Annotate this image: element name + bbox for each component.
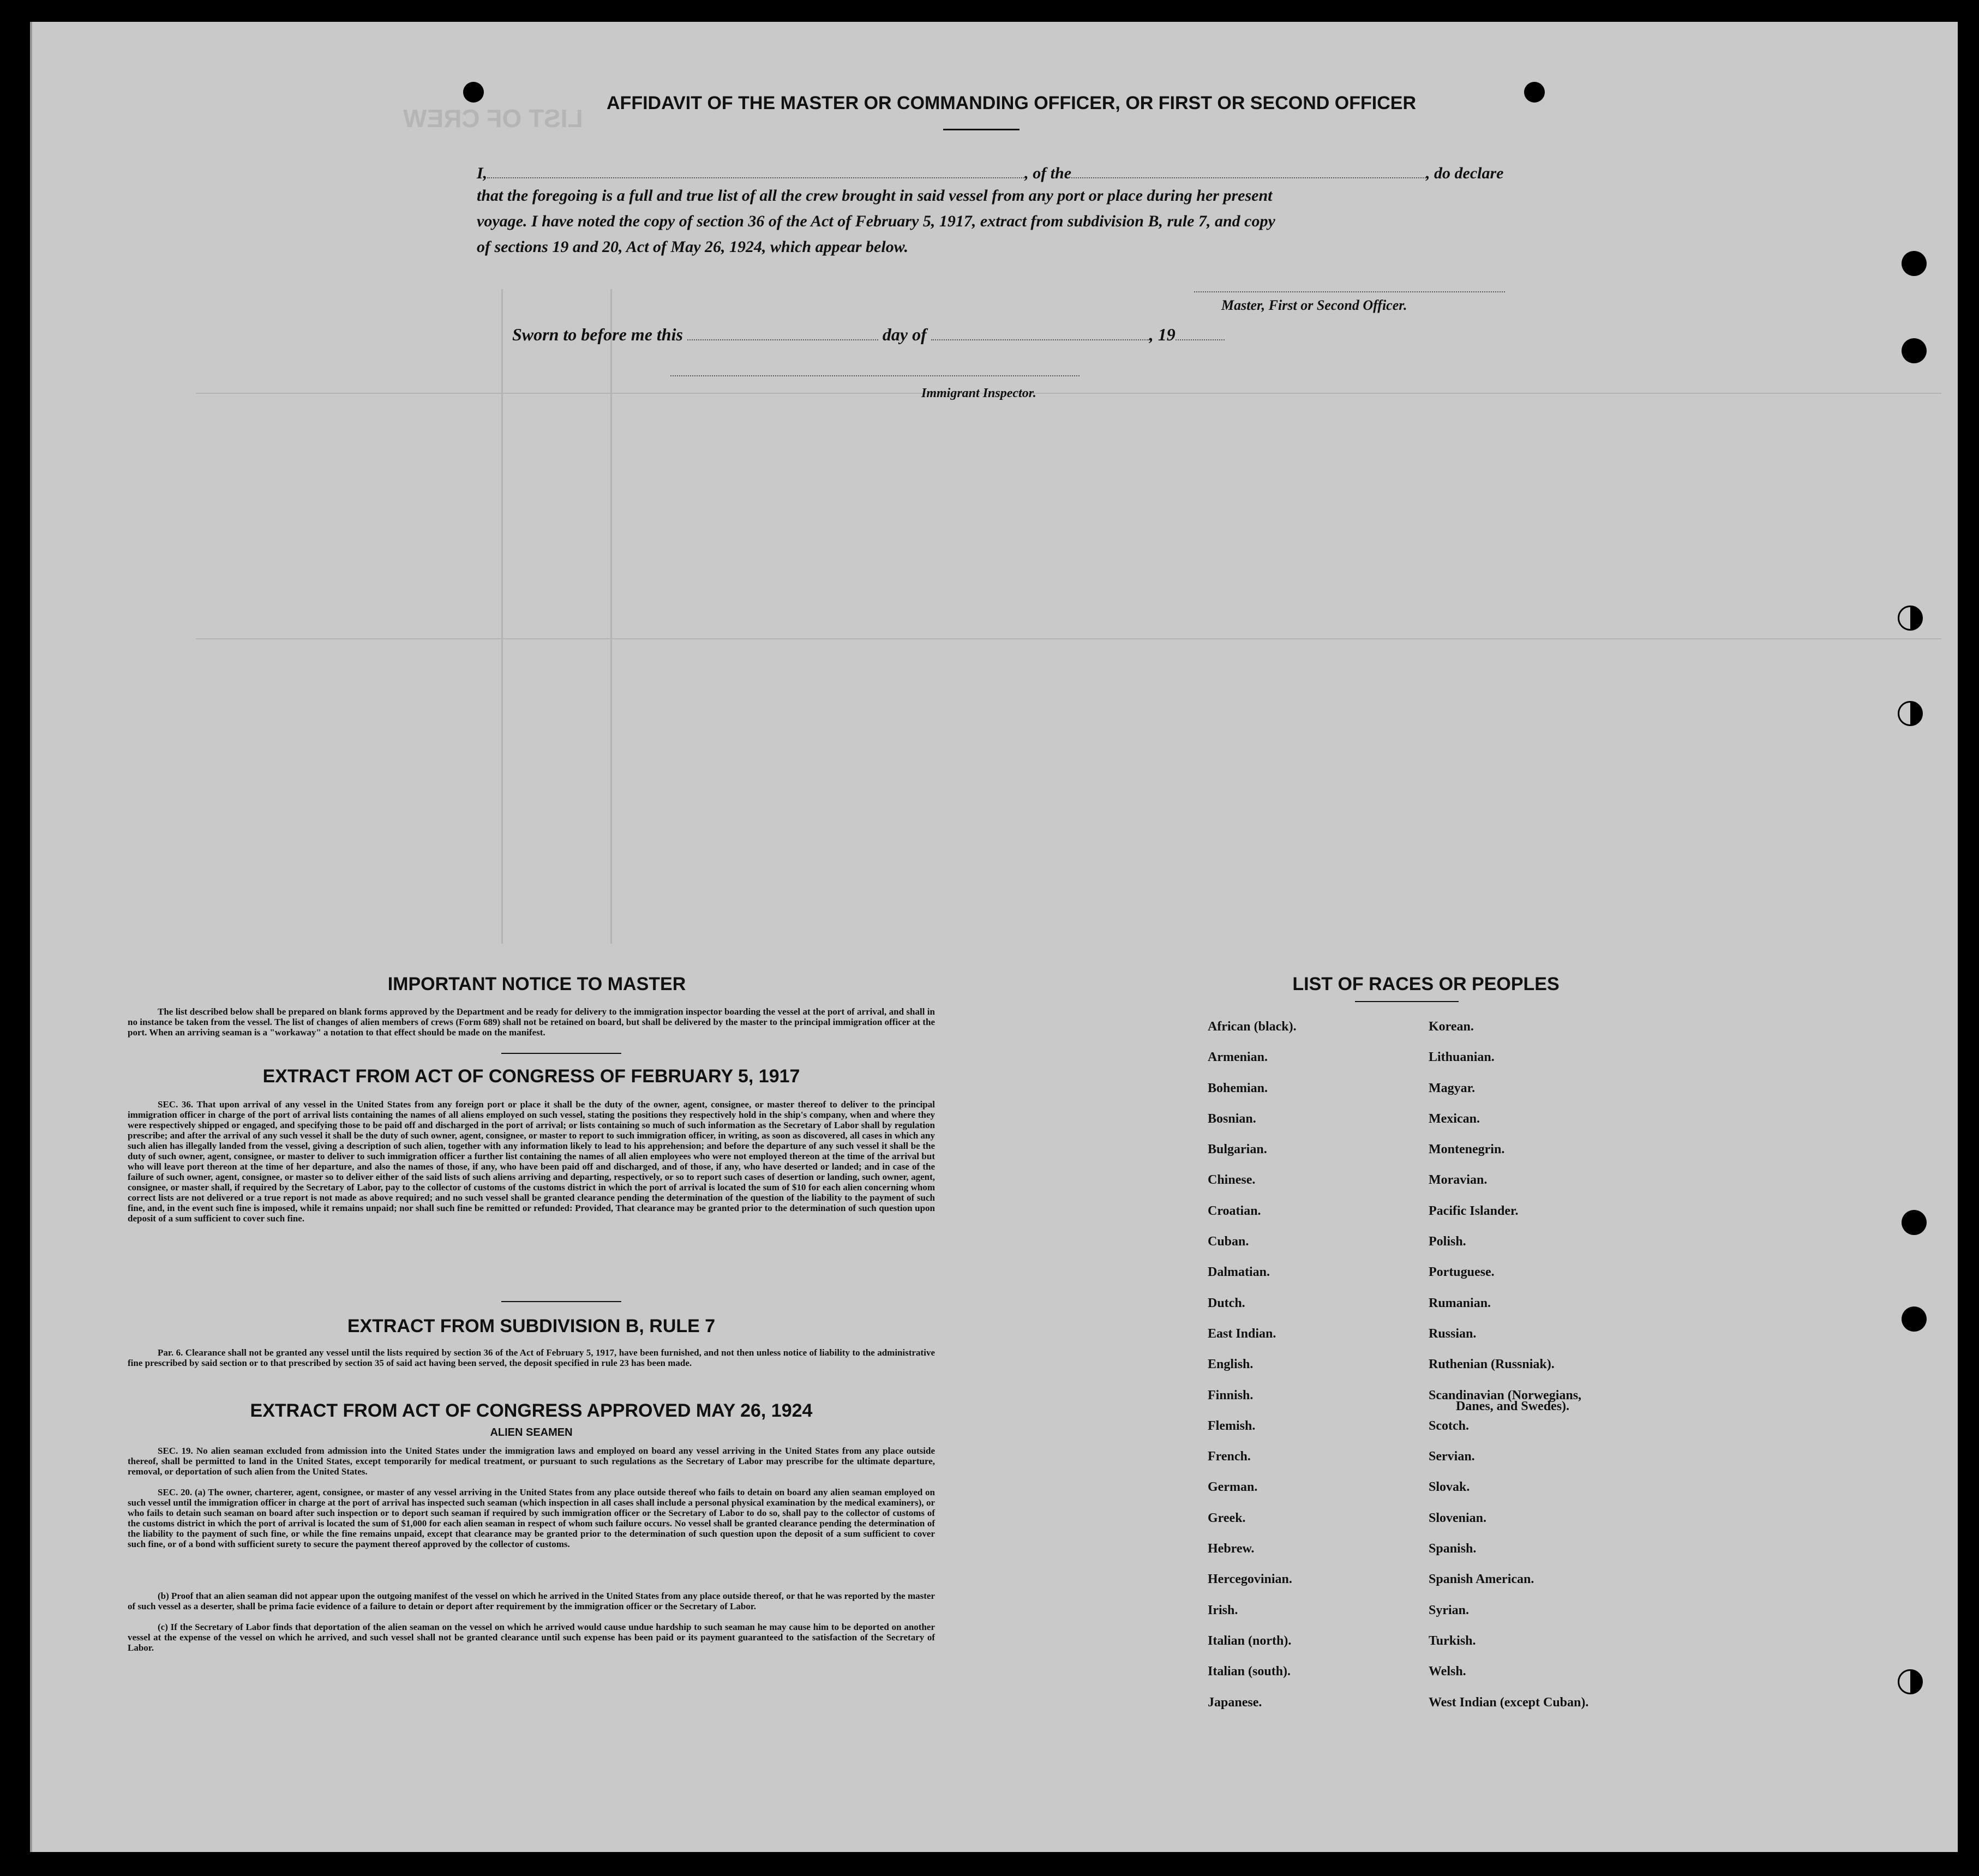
notice-title: IMPORTANT NOTICE TO MASTER (387, 974, 686, 994)
sworn-line (512, 322, 1225, 345)
race-item: Bosnian. (1208, 1111, 1256, 1126)
race-item: Russian. (1429, 1326, 1477, 1341)
races-rule (1355, 1001, 1459, 1002)
act1924-sec19: SEC. 19. No alien seaman excluded from admission into the United States under the immigration laws and employed on board any vessel arriving in the United States from any place outside thereof, shall be permitted to land in the United States, except temporarily for medical treatment, or pursuant to such regulations as the Secretary of Labor may prescribe for the ultimate departure, removal, or deportation of such alien from the United States. (128, 1446, 935, 1477)
section-rule (501, 1053, 621, 1054)
race-item: Japanese. (1208, 1695, 1262, 1710)
race-item: Moravian. (1429, 1173, 1488, 1188)
notice-body: The list described below shall be prepared on blank forms approved by the Department and be ready for delivery to the immigration inspector boarding the vessel at the port of arrival, and shall in no instance be taken from the vessel. The list of changes of alien members of crews (Form 689) shall not be retained on board, but shall be delivered by the master to the principal immigration officer at the port. When an arriving seaman is a "workaway" a notation to that effect should be made on the manifest. (128, 1006, 935, 1038)
punch-hole (463, 82, 484, 103)
year-label: , 19 (1149, 325, 1176, 344)
races-title: LIST OF RACES OR PEOPLES (1292, 974, 1560, 994)
ruleB-body: Par. 6. Clearance shall not be granted any vessel until the lists required by section 36 of the Act of February 5, 1917, have been furnished, and not then unless notice of liability to the administrative fine prescribed by said section or to that prescribed by section 35 of said act having been served, the deposit specified in rule 23 has been made. (128, 1347, 935, 1368)
race-item: Servian. (1429, 1449, 1475, 1464)
race-item: Chinese. (1208, 1173, 1256, 1188)
race-item: Finnish. (1208, 1388, 1254, 1402)
section-rule (501, 1301, 621, 1302)
sworn-label: Sworn to before me this (512, 325, 683, 344)
punch-hole (1898, 1669, 1923, 1694)
race-item: Italian (north). (1208, 1633, 1292, 1648)
name-blank (487, 161, 1024, 178)
master-label: Master, First or Second Officer. (1221, 297, 1407, 313)
races-scandinavian-cont: Danes, and Swedes). (1456, 1399, 1570, 1413)
race-item: Cuban. (1208, 1234, 1249, 1249)
race-item: West Indian (except Cuban). (1429, 1695, 1589, 1710)
punch-hole (1524, 82, 1545, 103)
race-item: Spanish American. (1429, 1572, 1534, 1587)
vessel-blank (1071, 161, 1426, 178)
race-item: Ruthenian (Russniak). (1429, 1357, 1555, 1372)
race-item: Hercegovinian. (1208, 1572, 1292, 1587)
act1917-title: EXTRACT FROM ACT OF CONGRESS OF FEBRUARY 5, 1917 (262, 1066, 800, 1087)
race-item: Greek. (1208, 1511, 1246, 1525)
bleed-rule (196, 393, 1941, 394)
races-right-column (1429, 1019, 1701, 1725)
race-item: Scandinavian (Norwegians, (1429, 1388, 1582, 1402)
document-sheet (30, 22, 1958, 1852)
race-item: Montenegrin. (1429, 1142, 1505, 1157)
affidavit-line3: voyage. I have noted the copy of section 36 of the Act of February 5, 1917, extract from subdivision B, rule 7, and copy (477, 212, 1275, 230)
race-item: Polish. (1429, 1234, 1466, 1249)
affidavit-of-the: , of the (1024, 164, 1072, 182)
race-item: African (black). (1208, 1020, 1297, 1034)
affidavit-rule (943, 129, 1020, 130)
race-item: Scotch. (1429, 1418, 1469, 1433)
bleed-rule (501, 289, 503, 944)
race-item: Bulgarian. (1208, 1142, 1267, 1157)
month-blank (931, 322, 1149, 340)
race-item: Syrian. (1429, 1603, 1470, 1617)
race-item: Spanish. (1429, 1542, 1477, 1556)
affidavit-line1 (477, 161, 1503, 183)
inspector-label: Immigrant Inspector. (921, 386, 1036, 400)
race-item: Slovak. (1429, 1480, 1470, 1495)
ruleB-title: EXTRACT FROM SUBDIVISION B, RULE 7 (347, 1316, 716, 1336)
race-item: German. (1208, 1480, 1258, 1495)
day-of-label: day of (882, 325, 927, 344)
punch-hole (1902, 338, 1927, 363)
inspector-signature-line (670, 375, 1080, 376)
race-item: Lithuanian. (1429, 1050, 1495, 1065)
bleed-rule (196, 638, 1941, 639)
race-item: Flemish. (1208, 1418, 1256, 1433)
act1924-subtitle: ALIEN SEAMEN (490, 1427, 573, 1439)
affidavit-declare: , do declare (1426, 164, 1504, 182)
race-item: Mexican. (1429, 1111, 1480, 1126)
act1917-body: SEC. 36. That upon arrival of any vessel in the United States from any foreign port or place it shall be the duty of the owner, agent, consignee, or master thereof to deliver to the principal immigration officer in charge of the port of arrival lists containing the names of all aliens employed on such vessel, stating the positions they respectively hold in the ship's company, when and where they were respectively shipped or engaged, and specifying those to be paid off and discharged in the port of arrival; or lists containing so much of such information as the Secretary of Labor shall by regulation prescribe; and after the arrival of any such vessel it shall be the duty of such owner, agent, consignee, or master to report to such immigration officer, in writing, as soon as discovered, all cases in which any such alien has illegally landed from the vessel, giving a description of such alien, together with any information likely to lead to his apprehension; and before the departure of any such vessel it shall be the duty of such owner, agent, consignee, or master to deliver to such immigration officer a further list containing the names of all alien employees who were not employed thereon at the time of the arrival but who will leave port thereon at the time of her departure, and also the names of those, if any, who have been paid off and discharged, and of those, if any, who have deserted or landed; and in case of the failure of such owner, agent, consignee, or master so to deliver either of the said lists of such aliens arriving and departing, respectively, or so to report such cases of desertion or landing, such owner, agent, consignee, or master shall, if required by the Secretary of Labor, pay to the collector of customs of the customs district in which the port of arrival is located the sum of $10 for each alien concerning whom correct lists are not delivered or a true report is not made as above required; and no such vessel shall be granted clearance pending the determination of the question of the liability to the payment of such fine, and, in the event such fine is imposed, while it remains unpaid; nor shall such fine be remitted or refunded: Provided, That clearance may be granted prior to the determination of such question upon deposit of a sum sufficient to cover such fine. (128, 1099, 935, 1224)
race-item: East Indian. (1208, 1326, 1276, 1341)
race-item: Magyar. (1429, 1081, 1476, 1095)
race-item: English. (1208, 1357, 1254, 1372)
affidavit-i: I, (477, 164, 488, 182)
punch-hole (1902, 1306, 1927, 1332)
act1924-title: EXTRACT FROM ACT OF CONGRESS APPROVED MAY 26, 1924 (250, 1400, 813, 1421)
race-item: French. (1208, 1449, 1251, 1464)
race-item: Dalmatian. (1208, 1265, 1270, 1280)
day-blank (687, 322, 878, 340)
bleedthrough-title: LIST OF CREW (403, 104, 583, 133)
act1924-sec20c: (c) If the Secretary of Labor finds that deportation of the alien seaman on the vessel on which he arrived would cause undue hardship to such seaman he may cause him to be deported on another vessel at the expense of the vessel on which he arrived, and such vessel shall not be granted clearance until such expense has been paid or its payment guaranteed to the satisfaction of the Secretary of Labor. (128, 1622, 935, 1653)
punch-hole (1898, 606, 1923, 631)
race-item: Bohemian. (1208, 1081, 1268, 1095)
race-item: Rumanian. (1429, 1296, 1491, 1310)
affidavit-title: AFFIDAVIT OF THE MASTER OR COMMANDING OFFICER, OR FIRST OR SECOND OFFICER (607, 93, 1416, 113)
race-item: Slovenian. (1429, 1511, 1487, 1525)
race-item: Hebrew. (1208, 1542, 1255, 1556)
race-item: Pacific Islander. (1429, 1203, 1519, 1218)
bleed-rule (610, 289, 612, 944)
race-item: Welsh. (1429, 1664, 1466, 1679)
race-item: Italian (south). (1208, 1664, 1291, 1679)
race-item: Portuguese. (1429, 1265, 1495, 1280)
punch-hole (1898, 701, 1923, 726)
affidavit-line4: of sections 19 and 20, Act of May 26, 1924, which appear below. (477, 238, 909, 256)
races-left-column (1208, 1019, 1415, 1725)
affidavit-line2: that the foregoing is a full and true list of all the crew brought in said vessel from any port or place during her present (477, 187, 1273, 205)
race-item: Turkish. (1429, 1633, 1476, 1648)
act1924-sec20a: SEC. 20. (a) The owner, charterer, agent, consignee, or master of any vessel arriving in the United States from any place outside thereof who fails to detain on board any alien seaman employed on such vessel until the immigration officer in charge at the port of arrival has inspected such seaman (which inspection in all cases shall include a personal physical examination by the medical examiners), or who fails to detain such seaman on board after such inspection or to deport such seaman if required by such immigration officer or the Secretary of Labor to do so, shall pay to the collector of customs of the customs district in which the port of arrival is located the sum of $1,000 for each alien seaman in respect of whom such failure occurs. No vessel shall be granted clearance pending the determination of the liability to the payment of such fine, or while the fine remains unpaid, except that clearance may be granted prior to the determination of such question upon the deposit of a sum sufficient to cover such fine, or of a bond with sufficient surety to secure the payment thereof approved by the collector of customs. (128, 1487, 935, 1549)
race-item: Korean. (1429, 1020, 1474, 1034)
master-signature-line (1194, 291, 1505, 292)
race-item: Irish. (1208, 1603, 1238, 1617)
race-item: Armenian. (1208, 1050, 1268, 1065)
act1924-sec20b: (b) Proof that an alien seaman did not appear upon the outgoing manifest of the vessel on which he arrived in the United States from any place outside thereof, or that he was reported by the master of such vessel as a deserter, shall be prima facie evidence of a failure to detain or deport after requirement by the immigration officer or the Secretary of Labor. (128, 1591, 935, 1611)
punch-hole (1902, 251, 1927, 276)
punch-hole (1902, 1210, 1927, 1235)
race-item: Croatian. (1208, 1203, 1261, 1218)
race-item: Dutch. (1208, 1296, 1245, 1310)
year-blank (1176, 322, 1225, 340)
